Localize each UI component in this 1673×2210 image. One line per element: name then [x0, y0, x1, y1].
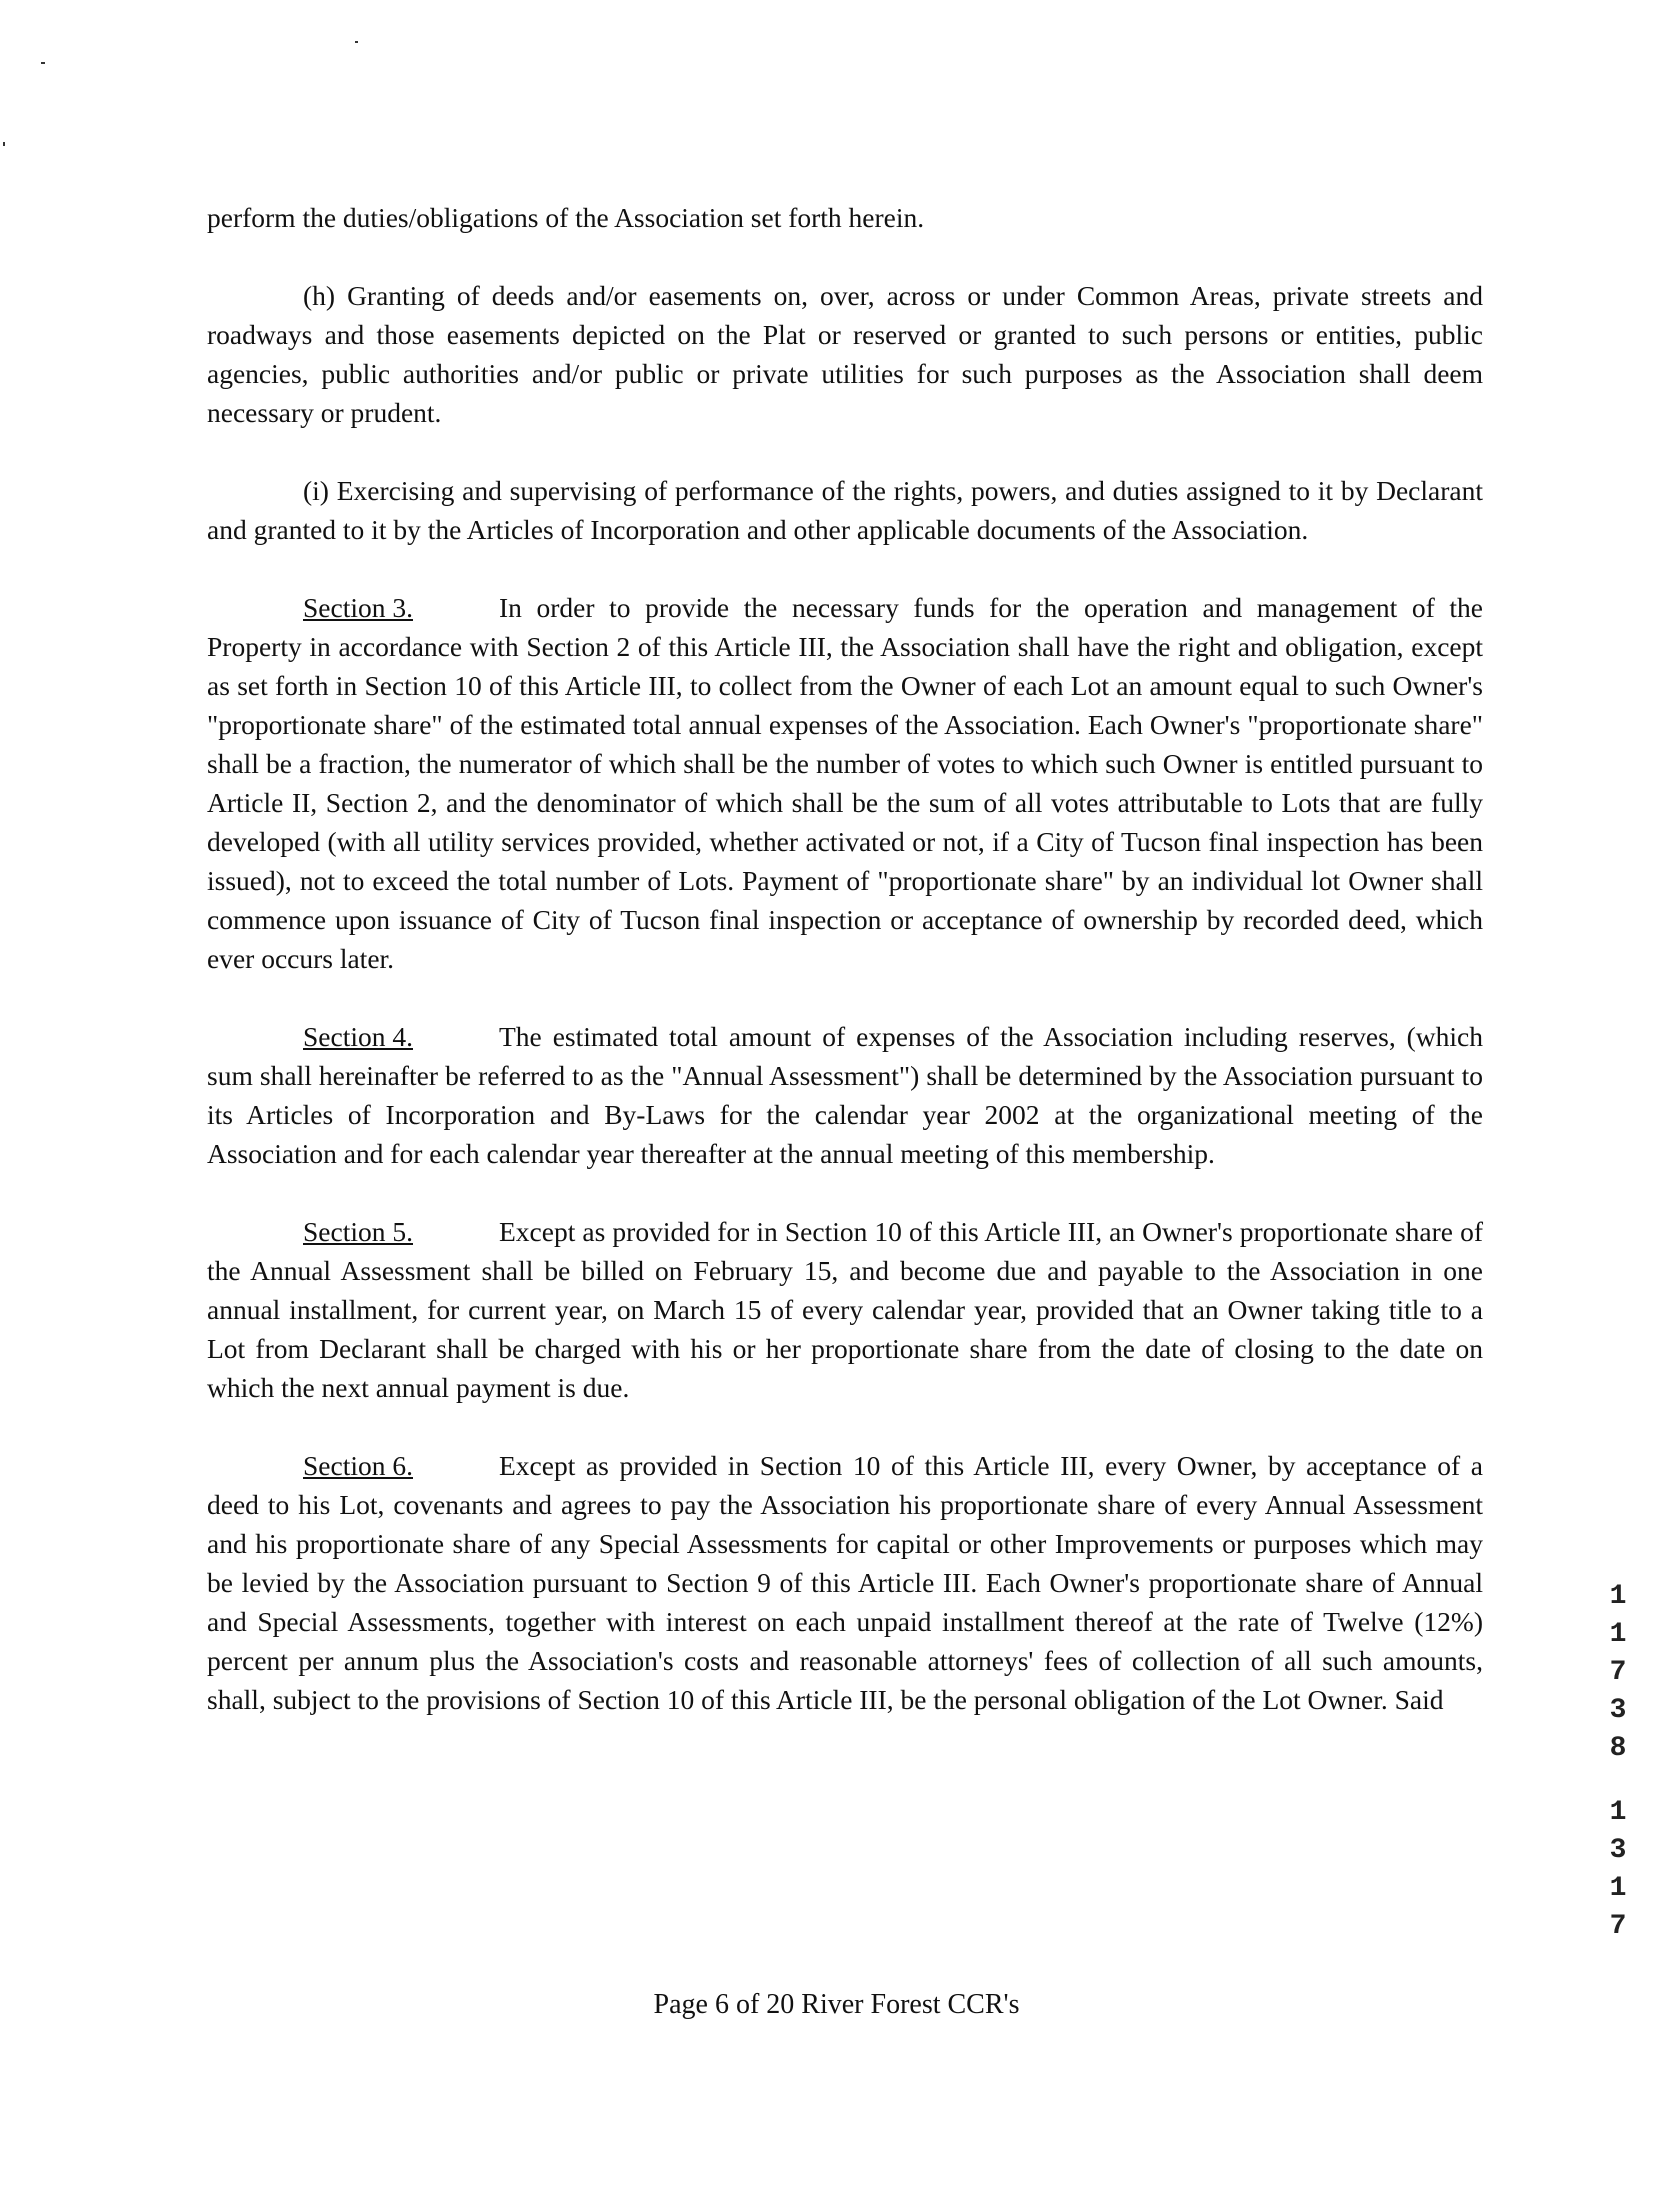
paragraph-text: Except as provided in Section 10 of this Article III, every Owner, by acceptance of a deed to his Lot, covenants and agrees to pay the Association his proportionate share of every Annual Assessment and his proportionate share of any Special Assessments for capital or other Improvements or purposes which may be levied by the Association pursuant to Section 9 of this Article III. Each Owner's proportionate share of Annual and Special Assessments, together with interest on each unpaid installment thereof at the rate of Twelve (12%) percent per annum plus the Association's costs and reasonable attorneys' fees of collection of all such amounts, shall, subject to the provisions of Section 10 of this Article III, be the personal obligation of the Lot Owner. Said: [207, 1450, 1483, 1715]
section-4: [207, 1017, 1483, 1173]
stamp-gap: [1606, 1768, 1630, 1794]
recording-stamp: [1606, 1578, 1630, 1946]
paragraph-text: In order to provide the necessary funds for the operation and management of the Property in accordance with Section 2 of this Article III, the Association shall have the right and obligation, except as set forth in Section 10 of this Article III, to collect from the Owner of each Lot an amount equal to such Owner's "proportionate share" of the estimated total annual expenses of the Association. Each Owner's "proportionate share" shall be a fraction, the numerator of which shall be the number of votes to which such Owner is entitled pursuant to Article II, Section 2, and the denominator of which shall be the sum of all votes attributable to Lots that are fully developed (with all utility services provided, whether activated or not, if a City of Tucson final inspection has been issued), not to exceed the total number of Lots. Payment of "proportionate share" by an individual lot Owner shall commence upon issuance of City of Tucson final inspection or acceptance of ownership by recorded deed, which ever occurs later.: [207, 592, 1483, 974]
paragraph-text: Except as provided for in Section 10 of this Article III, an Owner's proportionate share of the Annual Assessment shall be billed on February 15, and become due and payable to the Association in one annual installment, for current year, on March 15 of every calendar year, provided that an Owner taking title to a Lot from Declarant shall be charged with his or her proportionate share from the date of closing to the date on which the next annual payment is due.: [207, 1216, 1483, 1403]
paragraph-text: The estimated total amount of expenses of the Association including reserves, (which sum shall hereinafter be referred to as the "Annual Assessment") shall be determined by the Association pursuant to its Articles of Incorporation and By-Laws for the calendar year 2002 at the organizational meeting of the Association and for each calendar year thereafter at the annual meeting of this membership.: [207, 1021, 1483, 1169]
paragraph-text: (i) Exercising and supervising of performance of the rights, powers, and duties assigned to it by Declarant and granted to it by the Articles of Incorporation and other applicable documents of the Association.: [207, 475, 1483, 545]
scan-speck: [3, 142, 5, 146]
paragraph-h: [207, 276, 1483, 432]
scan-speck: [355, 41, 358, 43]
section-5: [207, 1212, 1483, 1407]
stamp-digit: 8: [1609, 1733, 1627, 1764]
document-body: [207, 198, 1483, 1758]
section-6: [207, 1446, 1483, 1719]
stamp-digit: 1: [1609, 1797, 1627, 1828]
section-label: Section 4.: [303, 1021, 413, 1052]
stamp-digit: 1: [1609, 1619, 1627, 1650]
stamp-digit: 3: [1609, 1695, 1627, 1726]
stamp-digit: 1: [1609, 1873, 1627, 1904]
paragraph-i: [207, 471, 1483, 549]
paragraph-intro: [207, 198, 1483, 237]
stamp-digit: 7: [1609, 1657, 1627, 1688]
page-footer: Page 6 of 20 River Forest CCR's: [653, 1989, 1020, 2020]
section-label: Section 6.: [303, 1450, 413, 1481]
section-3: [207, 588, 1483, 978]
section-label: Section 3.: [303, 592, 413, 623]
section-label: Section 5.: [303, 1216, 413, 1247]
paragraph-text: perform the duties/obligations of the Association set forth herein.: [207, 202, 925, 233]
scan-speck: [41, 62, 45, 64]
stamp-digit: 3: [1609, 1835, 1627, 1866]
stamp-digit: 1: [1609, 1581, 1627, 1612]
stamp-digit: 7: [1609, 1911, 1627, 1942]
paragraph-text: (h) Granting of deeds and/or easements on, over, across or under Common Areas, private streets and roadways and those easements depicted on the Plat or reserved or granted to such persons or entities, public agencies, public authorities and/or public or private utilities for such purposes as the Association shall deem necessary or prudent.: [207, 280, 1483, 428]
